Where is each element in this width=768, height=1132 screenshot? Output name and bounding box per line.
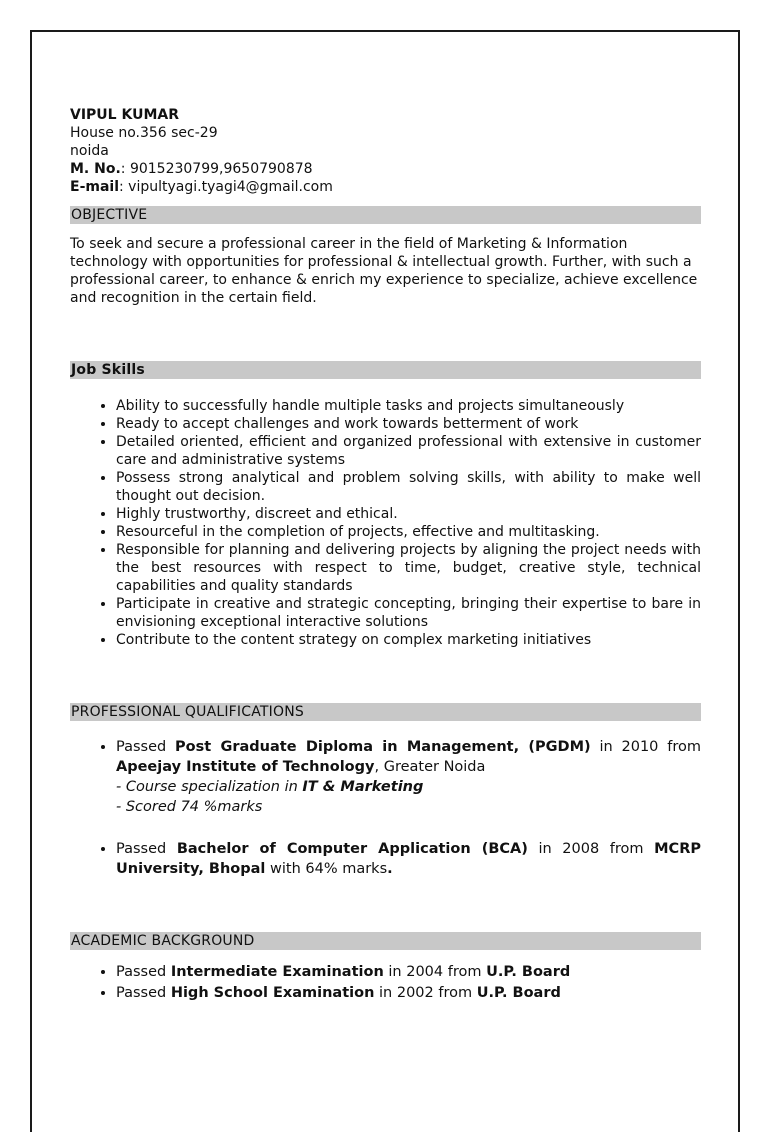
intermediate-prefix: Passed — [116, 964, 171, 980]
high-school-mid: in 2002 from — [374, 985, 477, 1001]
list-item-intermediate — [116, 962, 701, 983]
bca-prefix: Passed — [116, 841, 177, 857]
pgdm-prefix: Passed — [116, 739, 176, 755]
list-item: • Participate in creative and strategic concepting, bringing their expertise to bare in envisioning exceptional interactive solutions — [116, 595, 701, 631]
bca-mid: in 2008 from — [527, 841, 655, 857]
professional-qualifications-heading: PROFESSIONAL QUALIFICATIONS — [70, 703, 701, 721]
pgdm-suffix: , Greater Noida — [374, 759, 486, 775]
list-item: • Ready to accept challenges and work towards betterment of work — [116, 415, 701, 433]
email-line — [70, 178, 701, 196]
pgdm-degree: Post Graduate Diploma in Management, (PGDM) — [175, 739, 591, 755]
candidate-name: VIPUL KUMAR — [70, 107, 179, 123]
mobile-line — [70, 160, 701, 178]
pgdm-spec-prefix: - Course specialization in — [116, 779, 303, 795]
email-label: E-mail — [70, 179, 120, 195]
intermediate-exam: Intermediate Examination — [170, 964, 384, 980]
pgdm-mid: in 2010 from — [590, 739, 701, 755]
resume-page — [30, 30, 740, 1132]
pgdm-score: - Scored 74 %marks — [116, 799, 263, 815]
bca-end: . — [387, 861, 393, 877]
resume-content — [70, 106, 701, 1004]
list-item: • Resourceful in the completion of projects, effective and multitasking. — [116, 523, 701, 541]
list-item: • Highly trustworthy, discreet and ethical. — [116, 505, 701, 523]
address-line-2: noida — [70, 143, 109, 159]
address-line-1: House no.356 sec-29 — [70, 125, 218, 141]
high-school-prefix: Passed — [116, 985, 171, 1001]
high-school-board: U.P. Board — [476, 985, 561, 1001]
list-item-high-school — [116, 983, 701, 1004]
academic-background-heading: ACADEMIC BACKGROUND — [70, 932, 701, 950]
list-item: • Responsible for planning and delivering projects by aligning the project needs with the best resources with respect to time, budget, creative style, technical capabilities and quality standards — [116, 541, 701, 595]
qualifications-list — [70, 737, 701, 879]
pgdm-spec-value: IT & Marketing — [302, 779, 424, 795]
bca-institute: MCRP University, Bhopal — [116, 841, 701, 877]
list-item: • Detailed oriented, efficient and organized professional with extensive in customer care and administrative systems — [116, 433, 701, 469]
intermediate-board: U.P. Board — [486, 964, 571, 980]
job-skills-heading: Job Skills — [70, 361, 701, 379]
list-item: • Possess strong analytical and problem solving skills, with ability to make well thought out decision. — [116, 469, 701, 505]
list-item-bca — [116, 839, 701, 879]
list-item: • Ability to successfully handle multiple tasks and projects simultaneously — [116, 397, 701, 415]
objective-text: To seek and secure a professional career in the field of Marketing & Information technology with opportunities for professional & intellectual growth. Further, with such a professional career, to enhance & enrich my experience to specialize, achieve excellence and recognition in the certain field. — [70, 236, 698, 306]
contact-block — [70, 106, 701, 196]
mobile-label: M. No. — [70, 161, 121, 177]
list-item-pgdm — [116, 737, 701, 817]
email-value: : vipultyagi.tyagi4@gmail.com — [119, 179, 333, 195]
bca-degree: Bachelor of Computer Application (BCA) — [176, 841, 528, 857]
academic-list — [70, 962, 701, 1004]
job-skills-list — [70, 397, 701, 649]
list-item: • Contribute to the content strategy on complex marketing initiatives — [116, 631, 701, 649]
objective-heading: OBJECTIVE — [70, 206, 701, 224]
bca-suffix: with 64% marks — [265, 861, 388, 877]
pgdm-institute: Apeejay Institute of Technology — [116, 759, 375, 775]
pgdm-specialization — [116, 777, 701, 797]
mobile-value: : 9015230799,9650790878 — [120, 161, 313, 177]
high-school-exam: High School Examination — [170, 985, 375, 1001]
intermediate-mid: in 2004 from — [383, 964, 487, 980]
